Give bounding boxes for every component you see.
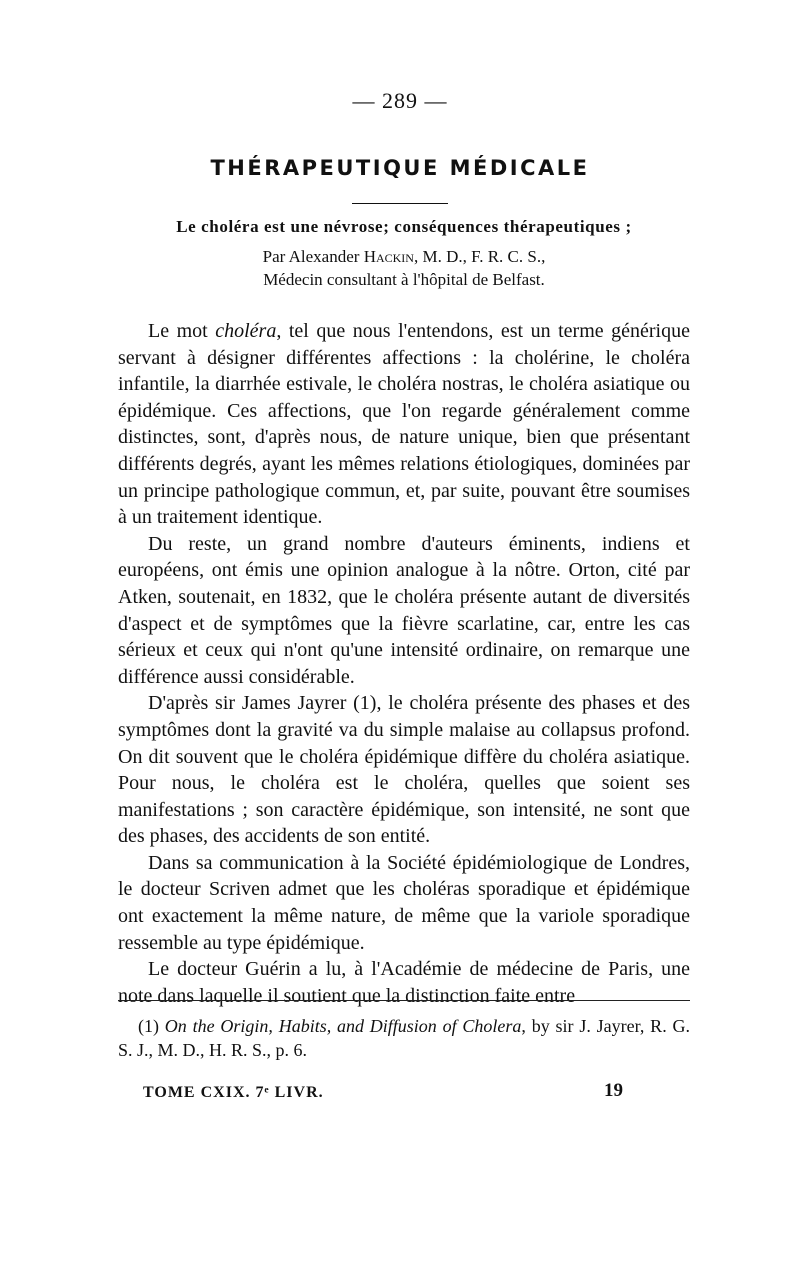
signature-number: 19 — [604, 1080, 623, 1101]
footnote-marker: (1) — [138, 1016, 165, 1036]
author-name: Hackin — [363, 247, 414, 266]
footnote-rule — [118, 1000, 690, 1001]
section-title: THÉRAPEUTIQUE MÉDICALE — [210, 156, 590, 180]
title-rule — [352, 203, 448, 204]
article-title: Le choléra est une névrose; conséquences thérapeutiques ; — [176, 217, 632, 236]
paragraph-text: Le mot — [148, 320, 216, 342]
page-number: — 289 — — [352, 88, 448, 113]
signature-line: TOME CXIX. 7ᵉ LIVR. — [143, 1084, 324, 1101]
paragraph — [118, 318, 690, 531]
author-line — [118, 245, 690, 268]
paragraph: Du reste, un grand nombre d'auteurs éminents, indiens et européens, ont émis une opinion analogue à la nôtre. Orton, cité par Atken, soutenait, en 1832, que le choléra présente autant de diversités d'aspect et de symptômes que la fièvre scarlatine, car, entre les cas sérieux et ceux qui n'ont qu'une intensité ordinaire, on remarque une différence aussi considérable. — [118, 532, 690, 688]
paragraph-text: , tel que nous l'entendons, est un terme générique servant à désigner différentes affections : la cholérine, le choléra infantile, la diarrhée estivale, le choléra nostras, le choléra asiatique ou épidémique. Ces affections, que l'on regarde généralement comme distinctes, sont, d'après nous, de nature unique, bien que présentant différents degrés, ayant les mêmes relations étiologiques, dominées par un principe pathologique commun, et, par suite, pouvant être soumises à un traitement identique. — [118, 320, 690, 529]
author-affiliation: Médecin consultant à l'hôpital de Belfast. — [263, 270, 545, 289]
byline-prefix: Par Alexander — [262, 247, 364, 266]
paragraph: Le docteur Guérin a lu, à l'Académie de médecine de Paris, une note dans laquelle il soutient que la distinction faite entre — [118, 958, 690, 1007]
footnote-text: , by sir J. Jayrer, R. G. S. J., M. D., H. R. S., p. 6. — [118, 1016, 690, 1060]
byline-credentials: , M. D., F. R. C. S., — [413, 247, 546, 266]
byline — [118, 245, 690, 291]
article-body — [118, 318, 690, 1009]
footnote-title: On the Origin, Habits, and Diffusion of Cholera — [164, 1016, 522, 1036]
paragraph: Dans sa communication à la Société épidémiologique de Londres, le docteur Scriven admet que les choléras sporadique et épidémique ont exactement la même nature, de même que la variole sporadique ressemble au type épidémique. — [118, 851, 690, 954]
emphasis-term: choléra — [215, 320, 277, 342]
footnote — [118, 1014, 690, 1062]
paragraph: D'après sir James Jayrer (1), le choléra présente des phases et des symptômes dont la gravité va du simple malaise au collapsus profond. On dit souvent que le choléra épidémique diffère du choléra asiatique. Pour nous, le choléra est le choléra, quelles que soient ses manifestations ; son caractère épidémique, son intensité, ne sont que des phases, des accidents de son entité. — [118, 692, 690, 848]
